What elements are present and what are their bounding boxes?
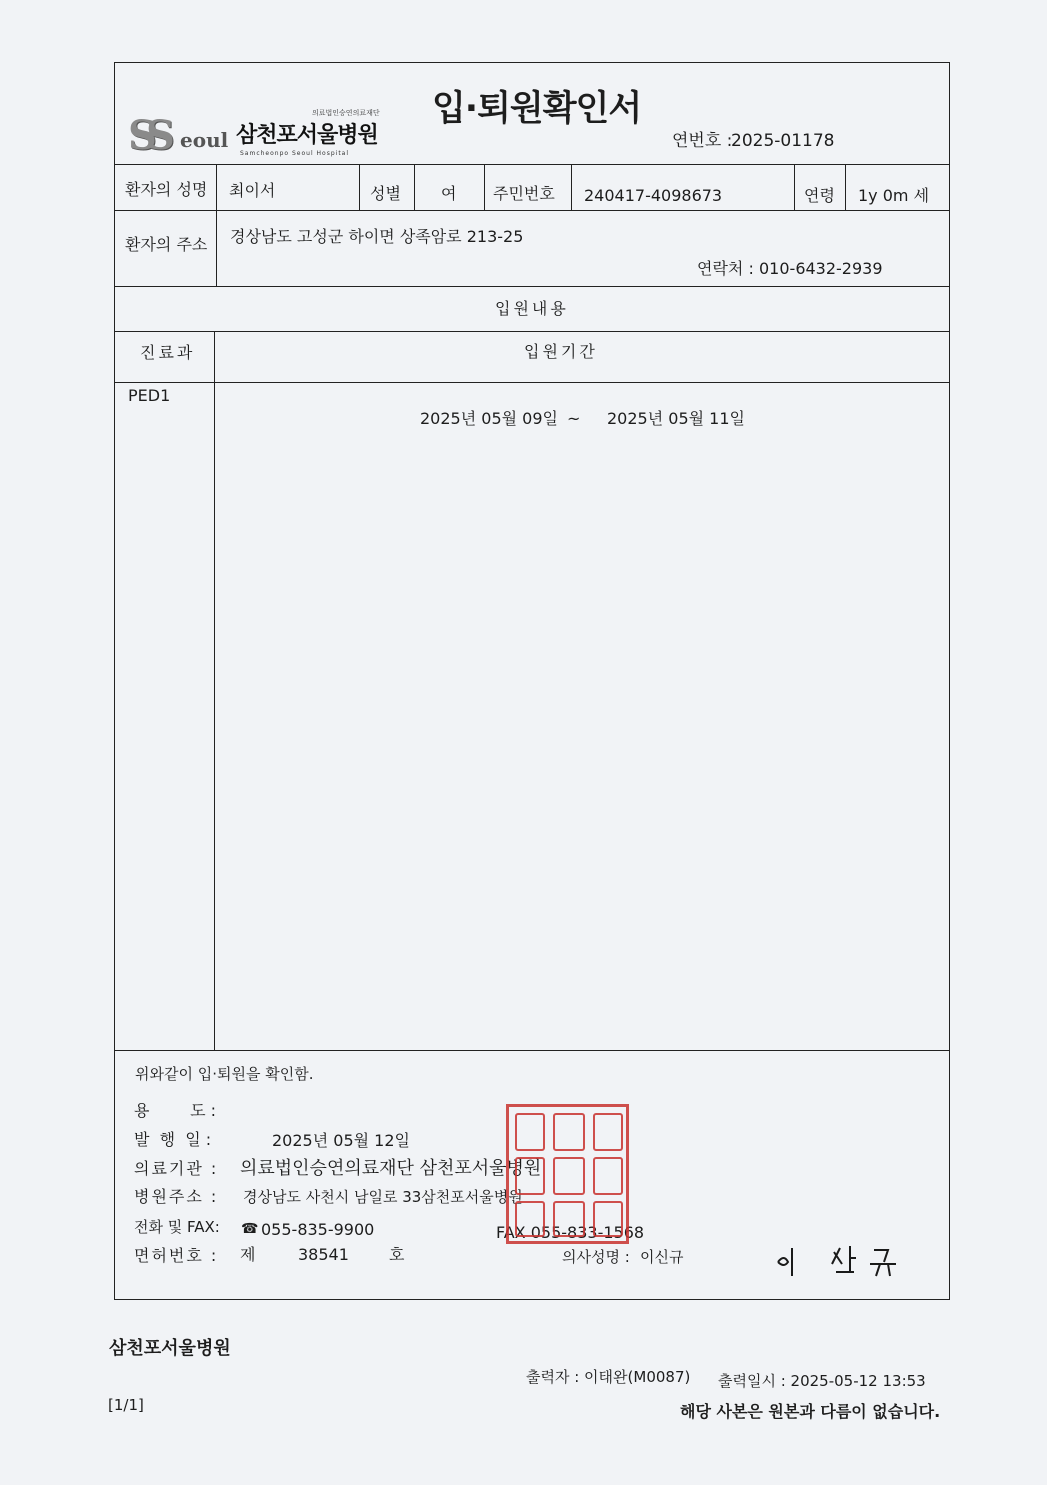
address-label: 환자의 주소	[125, 235, 208, 254]
print-time: 출력일시 : 2025-05-12 13:53	[718, 1372, 926, 1390]
divider	[216, 164, 217, 286]
phone-icon: ☎	[241, 1221, 259, 1237]
rrn-value: 240417-4098673	[584, 186, 723, 205]
divider	[115, 382, 949, 383]
serial-label: 연번호 :	[672, 131, 733, 151]
divider	[359, 164, 360, 210]
period-header: 입원기간	[524, 342, 598, 361]
hospital-name: 삼천포서울병원	[236, 123, 378, 148]
serial-value: 2025-01178	[731, 131, 835, 151]
confirm-statement: 위와같이 입·퇴원을 확인함.	[135, 1065, 314, 1083]
hospital-logo-text: eoul	[180, 128, 229, 152]
doctor-value: 이신규	[640, 1248, 684, 1266]
period-end: 2025년 05월 11일	[607, 409, 745, 428]
divider	[845, 164, 846, 210]
tel-value: 055-835-9900	[261, 1220, 375, 1239]
dept-value: PED1	[128, 386, 171, 405]
doctor-signature	[770, 1240, 910, 1280]
fax-value: FAX 055-833-1568	[496, 1223, 645, 1242]
institution-value: 의료법인승연의료재단 삼천포서울병원	[240, 1158, 542, 1179]
copy-notice: 해당 사본은 원본과 다름이 없습니다.	[680, 1402, 941, 1421]
age-value: 1y 0m 세	[858, 186, 930, 205]
footer-hospital: 삼천포서울병원	[109, 1338, 231, 1359]
patient-name-value: 최이서	[229, 181, 276, 200]
license-value: 38541	[298, 1245, 349, 1264]
divider	[115, 210, 949, 211]
divider	[214, 331, 215, 1050]
divider	[115, 331, 949, 332]
hospital-foundation: 의료법인승연의료재단	[312, 109, 380, 117]
issue-date-value: 2025년 05월 12일	[272, 1131, 410, 1150]
printer-info: 출력자 : 이태완(M0087)	[526, 1368, 691, 1386]
divider	[115, 286, 949, 287]
sex-value: 여	[441, 184, 457, 203]
page-title: 입·퇴원확인서	[432, 89, 642, 129]
doctor-label: 의사성명 :	[562, 1248, 630, 1266]
period-separator: ~	[567, 409, 581, 428]
divider	[484, 164, 485, 210]
divider	[115, 164, 949, 165]
contact-label: 연락처 :	[697, 259, 754, 278]
hospital-address-label: 병원주소 :	[134, 1187, 219, 1206]
age-label: 연령	[804, 186, 835, 205]
dept-header: 진료과	[140, 343, 196, 362]
institution-label: 의료기관 :	[134, 1159, 219, 1178]
page-indicator: [1/1]	[108, 1396, 144, 1414]
rrn-label: 주민번호	[493, 184, 555, 203]
address-value: 경상남도 고성군 하이면 상족암로 213-25	[230, 227, 524, 246]
patient-name-label: 환자의 성명	[125, 180, 208, 199]
divider	[794, 164, 795, 210]
hospital-name-en: Samcheonpo Seoul Hospital	[240, 150, 350, 157]
contact-value: 010-6432-2939	[759, 259, 883, 278]
hospital-seal-stamp	[506, 1104, 629, 1244]
divider	[571, 164, 572, 210]
hospital-logo: SS	[128, 112, 165, 159]
tel-fax-label: 전화 및 FAX:	[134, 1218, 220, 1236]
issue-date-label: 발 행 일 :	[134, 1130, 212, 1149]
section-title: 입원내용	[495, 299, 569, 318]
sex-label: 성별	[370, 184, 401, 203]
hospital-address-value: 경상남도 사천시 남일로 33삼천포서울병원	[243, 1188, 523, 1206]
divider	[414, 164, 415, 210]
license-suffix: 호	[389, 1245, 405, 1264]
license-prefix: 제	[240, 1245, 256, 1264]
divider	[115, 1050, 949, 1051]
purpose-label: 용 도 :	[134, 1101, 217, 1120]
period-start: 2025년 05월 09일	[420, 409, 558, 428]
license-label: 면허번호 :	[134, 1246, 219, 1265]
